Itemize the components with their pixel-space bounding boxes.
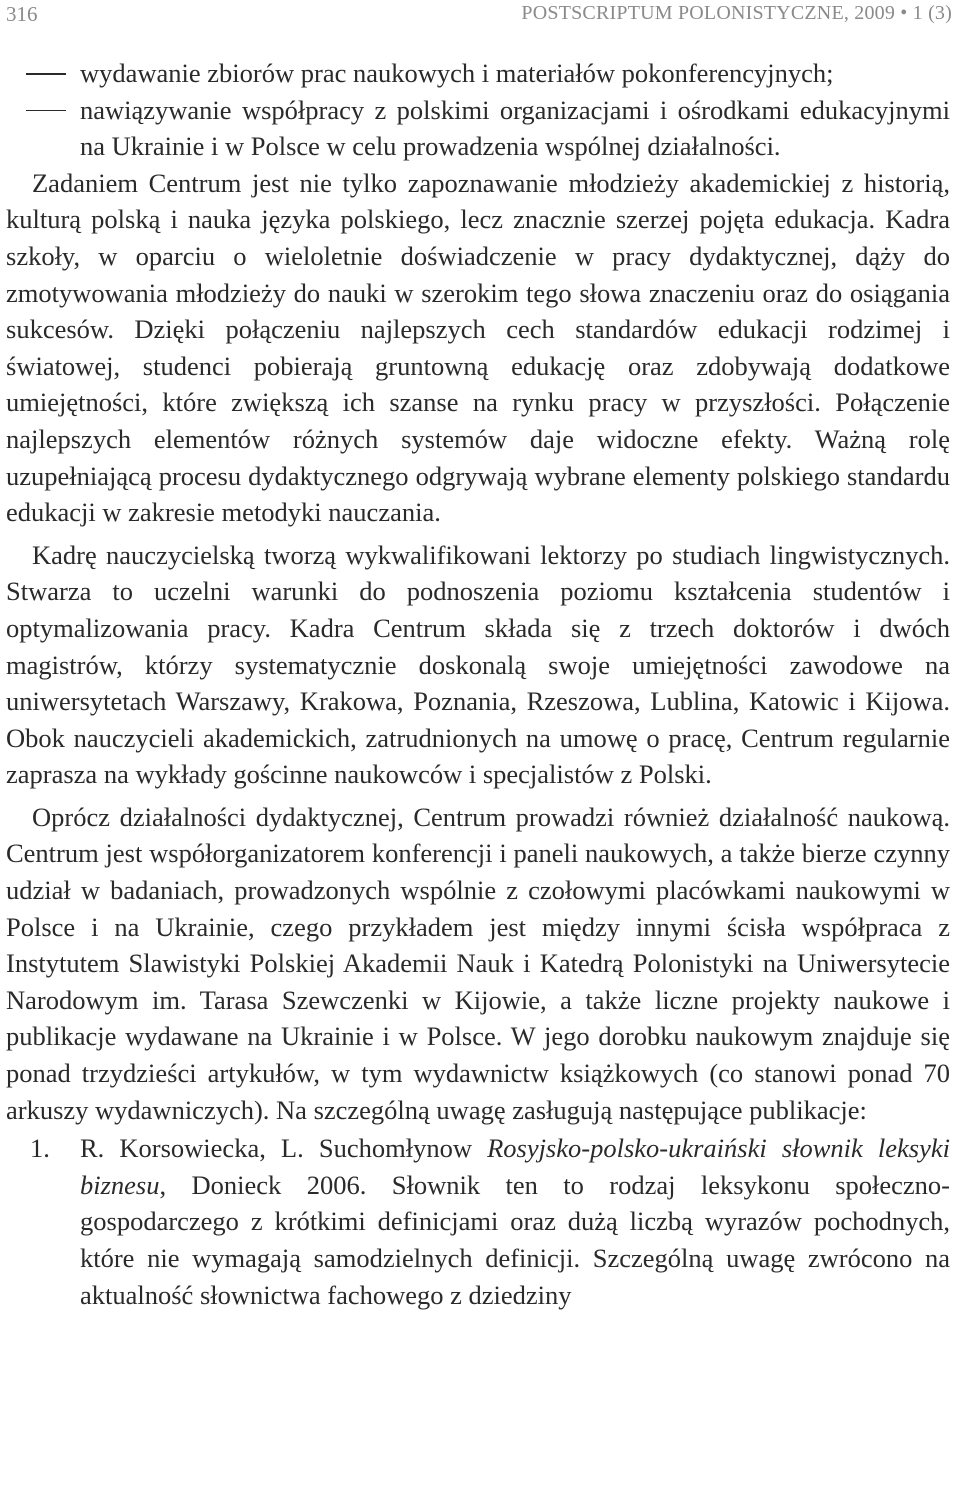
em-dash-bullet [26, 110, 66, 112]
bullet-item [6, 92, 950, 165]
bullet-text: nawiązywanie współpracy z polskimi organizacjami i ośrodkami edukacyjnymi na Ukrainie i w Polsce w celu prowadzenia wspólnej działalności. [80, 94, 950, 162]
page-header [0, 0, 960, 34]
bullet-item [6, 55, 950, 92]
bullet-text: wydawanie zbiorów prac naukowych i materiałów pokonferencyjnych; [80, 58, 834, 88]
page-number: 316 [6, 2, 38, 26]
running-head: POSTSCRIPTUM POLONISTYCZNE, 2009 • 1 (3) [521, 2, 952, 24]
publication-item [6, 1130, 950, 1313]
paragraph: Oprócz działalności dydaktycznej, Centrum prowadzi również działalność naukową. Centrum jest współorganizatorem konferencji i paneli naukowych, a także bierze czynny udział w badaniach, prowadzonych wspólnie z czołowymi placówkami naukowymi w Polsce i na Ukrainie, czego przykładem jest między innymi ścisła współpraca z Instytutem Slawistyki Polskiej Akademii Nauk i Katedrą Polonistyki na Uniwersytecie Narodowym im. Tarasa Szewczenki w Kijowie, a także liczne projekty naukowe i publikacje wydawane na Ukrainie i w Polsce. W jego dorobku naukowym znajduje się ponad trzydzieści artykułów, w tym wydawnictw książkowych (co stanowi ponad 70 arkuszy wydawniczych). Na szczególną uwagę zasługują następujące publikacje: [6, 801, 950, 1125]
publication-list [6, 1130, 950, 1313]
page-body [6, 55, 950, 1313]
publication-title: Rosyjsko-polsko-ukraiński słownik leksyki biznesu [80, 1133, 950, 1200]
publication-description: , Donieck 2006. Słownik ten to rodzaj leksykonu społeczno-gospodarczego z krótkimi definicjami oraz dużą liczbą wyrazów pochodnych, które nie wymagają samodzielnych definicji. Szczególną uwagę zwrócono na aktualność słownictwa fachowego z dziedziny [80, 1169, 950, 1310]
em-dash-bullet [26, 73, 66, 75]
paragraph: Kadrę nauczycielską tworzą wykwalifikowani lektorzy po studiach lingwistycznych. Stwarza to uczelni warunki do podnoszenia poziomu kształcenia studentów i optymalizowania pracy. Kadra Centrum składa się z trzech doktorów i dwóch magistrów, którzy systematycznie doskonalą swoje umiejętności zawodowe na uniwersytetach Warszawy, Krakowa, Poznania, Rzeszowa, Lublina, Katowic i Kijowa. Obok nauczycieli akademickich, zatrudnionych na umowę o pracę, Centrum regularnie zaprasza na wykłady gościnne naukowców i specjalistów z Polski. [6, 539, 950, 790]
publication-number: 1. [30, 1133, 50, 1164]
paragraph: Zadaniem Centrum jest nie tylko zapoznawanie młodzieży akademickiej z historią, kulturą polską i nauka języka polskiego, lecz znacznie szerzej pojęta edukacja. Kadra szkoły, w oparciu o wieloletnie doświadczenie w pracy dydaktycznej, dąży do zmotywowania młodzieży do nauki w szerokim tego słowa znaczeniu oraz do osiągania sukcesów. Dzięki połączeniu najlepszych cech standardów edukacji rodzimej i światowej, studenci pobierają gruntowną edukację oraz zdobywają dodatkowe umiejętności, które zwiększą ich szanse na rynku pracy w przyszłości. Połączenie najlepszych elementów różnych systemów daje widoczne efekty. Ważną rolę uzupełniającą procesu dydaktycznego odgrywają wybrane elementy polskiego standardu edukacji w zakresie metodyki nauczania. [6, 167, 950, 528]
publication-authors: R. Korsowiecka, L. Suchomłynow [80, 1133, 488, 1164]
